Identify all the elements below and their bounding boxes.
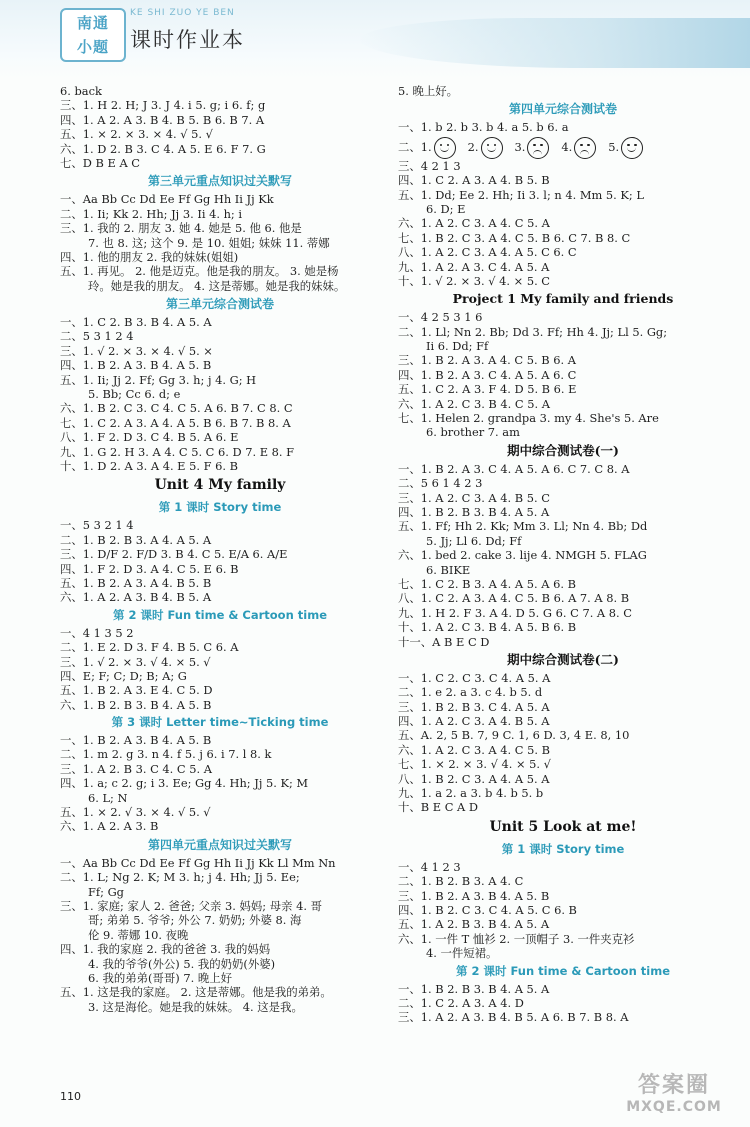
answer-line: 一、1. B 2. B 3. B 4. A 5. A — [398, 981, 550, 996]
answer-line: 七、1. B 2. C 3. A 4. C 5. B 6. C 7. B 8. C — [398, 230, 631, 245]
line-prefix: 二、 — [398, 139, 421, 154]
answer-line: 一、1. B 2. A 3. B 4. A 5. B — [60, 733, 212, 748]
answer-line: 九、1. a 2. a 3. b 4. b 5. b — [398, 786, 544, 801]
sad-face-icon — [574, 137, 596, 159]
answer-line: 十、B E C A D — [398, 800, 479, 815]
answer-line: 五、1. × 2. √ 3. × 4. √ 5. √ — [60, 805, 211, 820]
answer-line: 七、1. Helen 2. grandpa 3. my 4. She's 5. Are — [398, 411, 659, 426]
answer-line: 六、1. A 2. A 3. B 4. B 5. A — [60, 590, 212, 605]
section-heading: 第四单元综合测试卷 — [508, 102, 617, 117]
happy-face-icon — [481, 137, 503, 159]
answer-line: 一、1. C 2. B 3. B 4. A 5. A — [60, 315, 212, 330]
answer-line: 八、1. C 2. A 3. A 4. C 5. B 6. A 7. A 8. B — [398, 591, 630, 606]
answer-line: 伦 9. 蒂娜 10. 夜晚 — [88, 927, 189, 942]
lesson-heading: 第 2 课时 Fun time & Cartoon time — [112, 607, 327, 622]
answer-line: 6. back — [60, 84, 102, 98]
answer-line: 三、1. B 2. A 3. B 4. A 5. B — [398, 888, 550, 903]
answer-line: 一、1. b 2. b 3. b 4. a 5. b 6. a — [398, 120, 569, 135]
answer-line: 四、E; F; C; D; B; A; G — [60, 668, 187, 683]
answer-line: 二、1. Ll; Nn 2. Bb; Dd 3. Ff; Hh 4. Jj; Ll 5. Gg; — [398, 324, 668, 339]
face-item-number: 2. — [467, 139, 479, 154]
answer-line: 五、1. C 2. A 3. F 4. D 5. B 6. E — [398, 382, 577, 397]
test-heading: 期中综合测试卷(一) — [507, 442, 619, 458]
answer-line: 6. 我的弟弟(哥哥) 7. 晚上好 — [88, 970, 233, 985]
face-item-number: 5. — [608, 139, 620, 154]
answer-line: 四、1. 我的家庭 2. 我的爸爸 3. 我的妈妈 — [60, 942, 271, 957]
lesson-heading: 第 1 课时 Story time — [158, 500, 282, 515]
answer-line: 四、1. a; c 2. g; i 3. Ee; Gg 4. Hh; Jj 5. K; M — [60, 776, 309, 791]
face-item-number: 4. — [561, 139, 573, 154]
answer-line: 6. brother 7. am — [426, 425, 520, 440]
answer-line: 一、1. B 2. A 3. C 4. A 5. A 6. C 7. C 8. A — [398, 461, 630, 476]
answer-line: 二、5 3 1 2 4 — [60, 329, 134, 344]
answer-line: 六、1. D 2. B 3. C 4. A 5. E 6. F 7. G — [60, 141, 266, 156]
answer-line: 三、1. H 2. H; J 3. J 4. i 5. g; i 6. f; g — [60, 98, 266, 113]
brand-pinyin: KE SHI ZUO YE BEN — [130, 8, 235, 18]
logo-text: 南通小题 — [76, 14, 109, 56]
answer-line: 一、4 1 2 3 — [398, 859, 461, 874]
answer-line: 九、1. H 2. F 3. A 4. D 5. G 6. C 7. A 8. C — [398, 605, 632, 620]
lesson-heading: 第 2 课时 Fun time & Cartoon time — [455, 963, 670, 978]
section-heading: 第三单元重点知识过关默写 — [147, 174, 292, 189]
answer-column-left — [60, 84, 380, 1014]
answer-line: 九、1. G 2. H 3. A 4. C 5. C 6. D 7. E 8. F — [60, 444, 295, 459]
section-heading: 第四单元重点知识过关默写 — [147, 837, 292, 852]
answer-line: 四、1. F 2. D 3. A 4. C 5. E 6. B — [60, 561, 239, 576]
answer-line: Ii 6. Dd; Ff — [426, 339, 489, 354]
answer-line: 五、1. Dd; Ee 2. Hh; Ii 3. l; n 4. Mm 5. K; L — [398, 187, 644, 202]
answer-line: 7. 也 8. 这; 这个 9. 是 10. 姐姐; 妹妹 11. 蒂娜 — [88, 235, 330, 250]
answer-line: 五、1. 这是我的家庭。 2. 这是蒂娜。他是我的弟弟。 — [60, 985, 332, 1000]
answer-line: 6. D; E — [426, 201, 466, 216]
answer-line: 4. 一件短裙。 — [426, 946, 498, 961]
answer-line: 四、1. B 2. C 3. C 4. A 5. C 6. B — [398, 902, 577, 917]
answer-line: Ff; Gg — [88, 884, 124, 899]
answer-line: 六、1. B 2. C 3. C 4. C 5. A 6. B 7. C 8. C — [60, 401, 293, 416]
answer-line: 二、1. B 2. B 3. A 4. C — [398, 874, 524, 889]
answer-line: 三、1. D/F 2. F/D 3. B 4. C 5. E/A 6. A/E — [60, 547, 288, 562]
answer-line: 一、5 3 2 1 4 — [60, 518, 134, 533]
site-watermark — [612, 1068, 736, 1118]
answer-line: 四、1. A 2. C 3. A 4. B 5. A — [398, 714, 550, 729]
answer-line: 二、1. B 2. B 3. A 4. A 5. A — [60, 532, 212, 547]
answer-line: 三、1. √ 2. × 3. × 4. √ 5. × — [60, 343, 213, 358]
answer-line: 七、D B E A C — [60, 155, 141, 170]
test-heading: Project 1 My family and friends — [452, 291, 674, 307]
answer-line: 九、1. A 2. A 3. C 4. A 5. A — [398, 259, 550, 274]
answer-line: 七、1. × 2. × 3. √ 4. × 5. √ — [398, 757, 551, 772]
answer-line: 5. Bb; Cc 6. d; e — [88, 387, 181, 402]
answer-line: 3. 这是海伦。她是我的妹妹。 4. 这是我。 — [88, 999, 303, 1014]
sad-face-icon — [527, 137, 549, 159]
answer-line: 五、1. 再见。 2. 他是迈克。他是我的朋友。 3. 她是杨 — [60, 264, 339, 279]
answer-line: 七、1. C 2. A 3. A 4. A 5. B 6. B 7. B 8. A — [60, 415, 291, 430]
answer-line: 一、4 2 5 3 1 6 — [398, 310, 483, 325]
answer-line: 5. 晚上好。 — [398, 84, 459, 98]
answer-line: 四、1. A 2. A 3. B 4. B 5. B 6. B 7. A — [60, 112, 265, 127]
brand-title: 课时作业本 — [130, 28, 245, 52]
answer-line: 二、1. e 2. a 3. c 4. b 5. d — [398, 685, 543, 700]
answer-line: 六、1. B 2. B 3. B 4. A 5. B — [60, 697, 212, 712]
answer-line: 二、1. E 2. D 3. F 4. B 5. C 6. A — [60, 640, 239, 655]
lesson-heading: 第 1 课时 Story time — [501, 841, 625, 856]
answer-line: 四、1. C 2. A 3. A 4. B 5. B — [398, 173, 550, 188]
answer-line: 4. 我的爷爷(外公) 5. 我的奶奶(外婆) — [88, 956, 276, 971]
answer-line: 三、4 2 1 3 — [398, 158, 461, 173]
answer-line: 6. BIKE — [426, 562, 471, 577]
answer-line: 二、1. L; Ng 2. K; M 3. h; j 4. Hh; Jj 5. Ee; — [60, 870, 300, 885]
answer-line: 一、4 1 3 5 2 — [60, 625, 134, 640]
answer-line: 七、1. C 2. B 3. A 4. A 5. A 6. B — [398, 576, 576, 591]
answer-line: 二、1. m 2. g 3. n 4. f 5. j 6. i 7. l 8. k — [60, 747, 272, 762]
answer-line: 二、1. Ii; Kk 2. Hh; Jj 3. Ii 4. h; i — [60, 206, 243, 221]
answer-line: 三、1. 家庭; 家人 2. 爸爸; 父亲 3. 妈妈; 母亲 4. 哥 — [60, 898, 323, 913]
section-heading: 第三单元综合测试卷 — [165, 297, 274, 312]
answer-line: 六、1. A 2. C 3. A 4. C 5. B — [398, 742, 550, 757]
answer-line: 六、1. A 2. C 3. A 4. C 5. A — [398, 216, 550, 231]
answer-line: 四、1. B 2. B 3. B 4. A 5. A — [398, 504, 550, 519]
answer-line: 三、1. 我的 2. 朋友 3. 她 4. 她是 5. 他 6. 他是 — [60, 221, 302, 236]
answer-line: 三、1. A 2. A 3. B 4. B 5. A 6. B 7. B 8. A — [398, 1010, 629, 1025]
unit-heading: Unit 5 Look at me! — [489, 818, 637, 835]
answer-line: 四、1. 他的朋友 2. 我的妹妹(姐姐) — [60, 249, 239, 264]
answer-line: 八、1. B 2. C 3. A 4. A 5. A — [398, 771, 550, 786]
test-heading: 期中综合测试卷(二) — [507, 651, 619, 667]
watermark-title: 答案圈 — [637, 1073, 710, 1098]
answer-line: 五、1. B 2. A 3. E 4. C 5. D — [60, 683, 213, 698]
answer-line: 五、1. B 2. A 3. A 4. B 5. B — [60, 575, 212, 590]
answer-line: 八、1. F 2. D 3. C 4. B 5. A 6. E — [60, 430, 239, 445]
happy-face-icon — [621, 137, 643, 159]
answer-line: 六、1. A 2. A 3. B — [60, 819, 159, 834]
answer-line: 三、1. A 2. C 3. A 4. B 5. C — [398, 490, 550, 505]
unit-heading: Unit 4 My family — [154, 477, 286, 494]
face-item-number: 3. — [514, 139, 526, 154]
answer-line: 五、1. A 2. B 3. B 4. A 5. A — [398, 917, 550, 932]
answer-line: 三、1. B 2. B 3. C 4. A 5. A — [398, 699, 550, 714]
answer-line: 三、1. A 2. B 3. C 4. C 5. A — [60, 761, 212, 776]
answer-line: 四、1. B 2. A 3. C 4. A 5. A 6. C — [398, 367, 577, 382]
answer-line: 四、1. B 2. A 3. B 4. A 5. B — [60, 358, 212, 373]
answer-line: 八、1. A 2. C 3. A 4. A 5. C 6. C — [398, 245, 577, 260]
answer-column-right — [398, 84, 728, 1025]
answer-line: 玲。她是我的朋友。 4. 这是蒂娜。她是我的妹妹。 — [88, 278, 346, 293]
answer-line: 三、1. B 2. A 3. A 4. C 5. B 6. A — [398, 353, 576, 368]
watermark-url: MXQE.COM — [626, 1099, 722, 1115]
answer-line: 六、1. bed 2. cake 3. lije 4. NMGH 5. FLAG — [398, 548, 647, 563]
answer-line: 五、A. 2, 5 B. 7, 9 C. 1, 6 D. 3, 4 E. 8, 10 — [398, 728, 630, 743]
answer-line: 一、Aa Bb Cc Dd Ee Ff Gg Hh Ii Jj Kk Ll Mm Nn — [60, 855, 336, 870]
answer-line: 十一、A B E C D — [398, 634, 490, 649]
answer-line: 五、1. × 2. × 3. × 4. √ 5. √ — [60, 127, 213, 142]
answer-line: 一、1. C 2. C 3. C 4. A 5. A — [398, 670, 551, 685]
answer-line: 十、1. A 2. C 3. B 4. A 5. B 6. B — [398, 620, 577, 635]
page-number: 110 — [60, 1090, 81, 1103]
answer-line: 十、1. √ 2. × 3. √ 4. × 5. C — [398, 273, 551, 288]
happy-face-icon — [434, 137, 456, 159]
answer-line: 三、1. √ 2. × 3. √ 4. × 5. √ — [60, 654, 211, 669]
answer-line: 六、1. 一件 T 恤衫 2. 一顶帽子 3. 一件夹克衫 — [398, 931, 635, 946]
answer-line: 6. L; N — [88, 790, 128, 805]
answer-line: 二、1. C 2. A 3. A 4. D — [398, 995, 524, 1010]
answer-line: 六、1. A 2. C 3. B 4. C 5. A — [398, 396, 550, 411]
answer-line: 哥; 弟弟 5. 爷爷; 外公 7. 奶奶; 外婆 8. 海 — [88, 913, 302, 928]
answer-line: 5. Jj; Ll 6. Dd; Ff — [426, 533, 522, 548]
book-logo — [60, 8, 126, 62]
answer-line: 一、Aa Bb Cc Dd Ee Ff Gg Hh Ii Jj Kk — [60, 192, 274, 207]
answer-line: 五、1. Ii; Jj 2. Ff; Gg 3. h; j 4. G; H — [60, 372, 257, 387]
answer-line: 十、1. D 2. A 3. A 4. E 5. F 6. B — [60, 458, 238, 473]
answer-line: 五、1. Ff; Hh 2. Kk; Mm 3. Ll; Nn 4. Bb; Dd — [398, 519, 648, 534]
answer-line-faces — [398, 135, 728, 159]
face-item-number: 1. — [420, 139, 432, 154]
answer-line: 二、5 6 1 4 2 3 — [398, 476, 483, 491]
lesson-heading: 第 3 课时 Letter time~Ticking time — [111, 715, 329, 730]
